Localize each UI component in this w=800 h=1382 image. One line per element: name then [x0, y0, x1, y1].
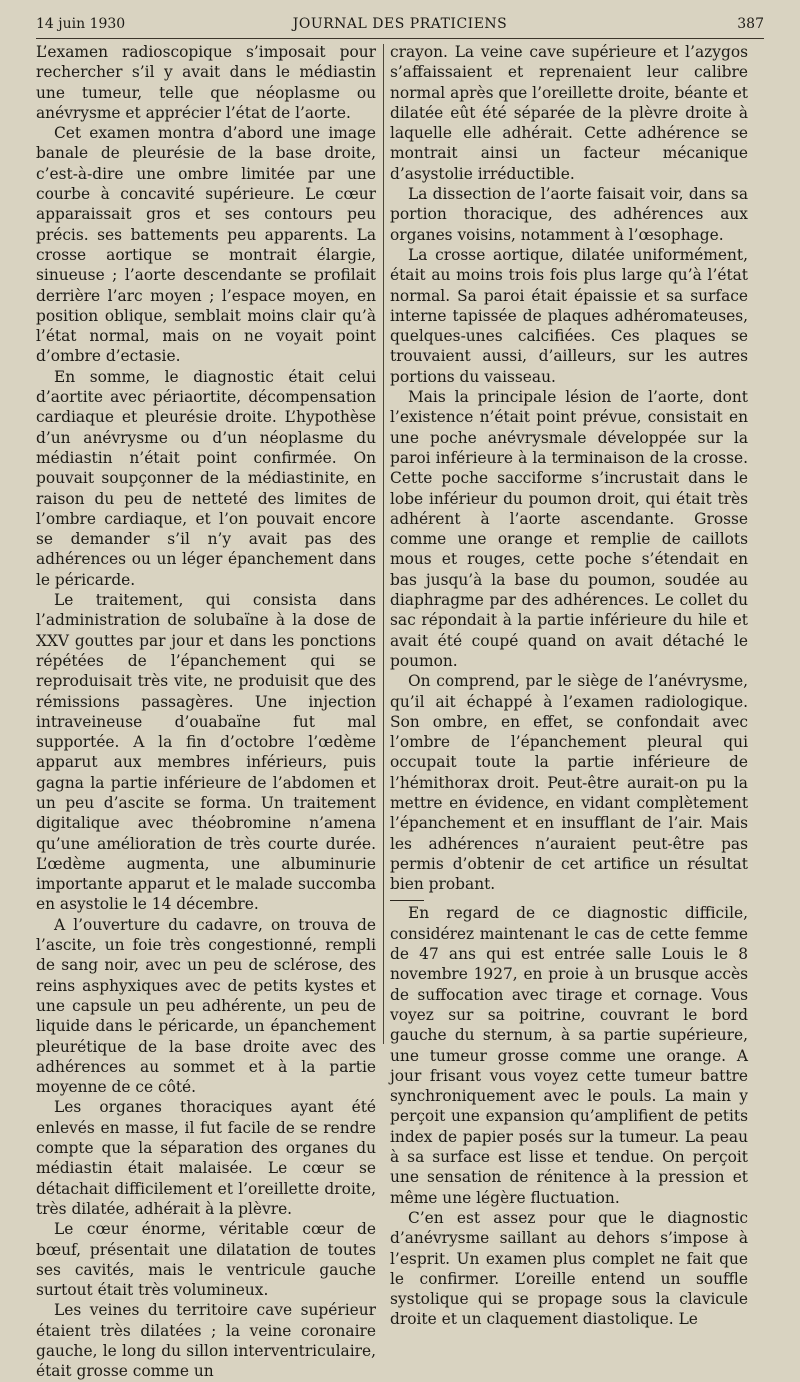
paragraph: On comprend, par le siège de l’anévrysme, qu’il ait échappé à l’examen radiologique. Son ombre, en effet, se confondait avec l’ombre de l’épanchement pleural qui occupait toute la partie inférieure de l’hémithorax droit. Peut-être aurait-on pu la mettre en évidence, en vidant complètement l’épanchement et en insufflant de l’air. Mais les adhérences n’auraient peut-être pas permis d’obtenir de cet artifice un résultat bien probant. — [390, 672, 748, 894]
paragraph: En regard de ce diagnostic difficile, considérez maintenant le cas de cette femme de 47 ans qui est entrée salle Louis le 8 novembre 1927, en proie à un brusque accès de suffocation avec tirage et cornage. Vous voyez sur sa poitrine, couvrant le bord gauche du sternum, à sa partie supérieure, une tumeur grosse comme une orange. A jour frisant vous voyez cette tumeur battre synchroniquement avec le pouls. La main y perçoit une expansion qu’amplifient de petits index de papier posés sur la tumeur. La peau à sa surface est lisse et tendue. On perçoit une sensation de rénitence à la pression et même une légère fluctuation. — [390, 904, 748, 1207]
paragraph: Le cœur énorme, véritable cœur de bœuf, présentait une dilatation de toutes ses cavités, mais le ventricule gauche surtout était très volumineux. — [36, 1220, 376, 1300]
paragraph: Mais la principale lésion de l’aorte, dont l’existence n’était point prévue, consistait en une poche anévrysmale développée sur la paroi inférieure à la terminaison de la crosse. Cette poche sacciforme s’incrustait dans le lobe inférieur du poumon droit, qui était très adhérent à l’aorte ascendante. Grosse comme une orange et remplie de caillots mous et rouges, cette poche s’étendait en bas jusqu’à la base du poumon, soudée au diaphragme par des adhérences. Le collet du sac répondait à la partie inférieure du hile et avait été coupé quand on avait détaché le poumon. — [390, 388, 748, 670]
paragraph: crayon. La veine cave supérieure et l’azygos s’affaissaient et reprenaient leur calibre normal après que l’oreillette droite, béante et dilatée eût été séparée de la plèvre droite à laquelle elle adhérait. Cette adhérence se montrait ainsi un facteur mécanique d’asystolie irréductible. — [390, 43, 748, 183]
issue-date: 14 juin 1930 — [36, 16, 126, 32]
paragraph: En somme, le diagnostic était celui d’aortite avec périaortite, décompensation cardiaque et pleurésie droite. L’hypothèse d’un anévrysme ou d’un néoplasme du médiastin n’était point confirmée. On pouvait soupçonner de la médiastinite, en raison du peu de netteté des limites de l’ombre cardiaque, et l’on pouvait encore se demander s’il n’y avait pas des adhérences ou un léger épanchement dans le péricarde. — [36, 367, 376, 589]
paragraph: Le traitement, qui consista dans l’administration de solubaïne à la dose de XXV gouttes par jour et dans les ponctions répétées de l’épanchement qui se reproduisait très vite, ne produisit que des rémissions passagères. Une injection intraveineuse d’ouabaïne fut mal supportée. A la fin d’octobre l’œdème apparut aux membres inférieurs, puis gagna la partie inférieure de l’abdomen et un peu d’ascite se forma. Un traitement digitalique avec théobromine n’amena qu’une amélioration de très courte durée. L’œdème augmenta, une albuminurie importante apparut et le malade succomba en asystolie le 14 décembre. — [36, 591, 376, 914]
header-rule — [36, 38, 764, 39]
paragraph: C’en est assez pour que le diagnostic d’anévrysme saillant au dehors s’impose à l’esprit. Un examen plus complet ne fait que le confirmer. L’oreille entend un souffle systolique qui se propage sous la clavicule droite et un claquement diastolique. Le — [390, 1208, 748, 1329]
running-header — [36, 16, 764, 36]
paragraph: Les veines du territoire cave supérieur étaient très dilatées ; la veine coronaire gauche, le long du sillon interventriculaire, était grosse comme un — [36, 1301, 376, 1381]
paragraph: L’examen radioscopique s’imposait pour rechercher s’il y avait dans le médiastin une tumeur, telle que néoplasme ou anévrysme et apprécier l’état de l’aorte. — [36, 43, 376, 122]
section-rule — [390, 900, 424, 901]
right-column — [390, 42, 748, 1329]
column-divider — [383, 44, 384, 1044]
left-column — [36, 42, 376, 1381]
paragraph: A l’ouverture du cadavre, on trouva de l’ascite, un foie très congestionné, rempli de sang noir, avec un peu de sclérose, des reins asphyxiques avec de petits kystes et une capsule un peu adhérente, un peu de liquide dans le péricarde, un épanchement pleurétique de la base droite avec des adhérences au sommet et à la partie moyenne de ce côté. — [36, 915, 376, 1097]
paragraph: La dissection de l’aorte faisait voir, dans sa portion thoracique, des adhérences aux organes voisins, notamment à l’œsophage. — [390, 185, 748, 244]
journal-title: JOURNAL DES PRATICIENS — [292, 16, 508, 32]
paragraph: Cet examen montra d’abord une image banale de pleurésie de la base droite, c’est-à-dire une ombre limitée par une courbe à concavité supérieure. Le cœur apparaissait gros et ses contours peu précis. ses battements peu apparents. La crosse aortique se montrait élargie, sinueuse ; l’aorte descendante se profilait derrière l’arc moyen ; l’espace moyen, en position oblique, semblait moins clair qu’à l’état normal, mais on ne voyait point d’ombre d’ectasie. — [36, 124, 376, 366]
paragraph: Les organes thoraciques ayant été enlevés en masse, il fut facile de se rendre compte que la séparation des organes du médiastin était malaisée. Le cœur se détachait difficilement et l’oreillette droite, très dilatée, adhérait à la plèvre. — [36, 1098, 376, 1218]
page-number: 387 — [737, 16, 764, 32]
paragraph: La crosse aortique, dilatée uniformément, était au moins trois fois plus large qu’à l’état normal. Sa paroi était épaissie et sa surface interne tapissée de plaques adhéromateuses, quelques-unes calcifiées. Ces plaques se trouvaient aussi, d’ailleurs, sur les autres portions du vaisseau. — [390, 245, 748, 386]
